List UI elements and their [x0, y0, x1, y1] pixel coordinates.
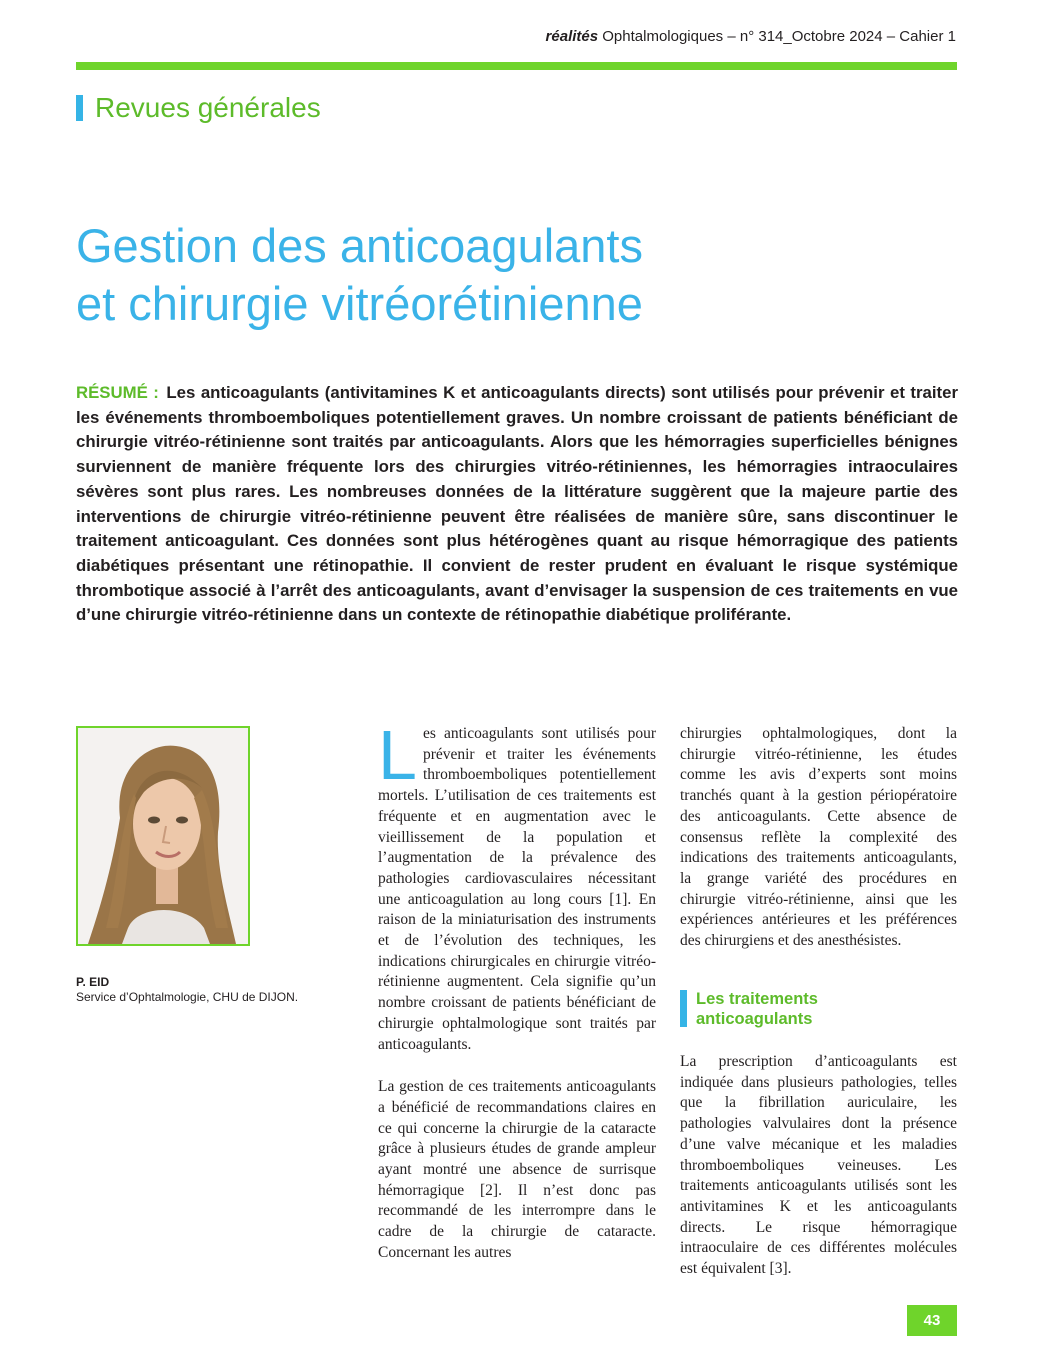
title-line-1: Gestion des anticoagulants: [76, 219, 643, 273]
drop-cap: L: [378, 716, 417, 794]
subheading: [680, 989, 818, 1029]
paragraph: La gestion de ces traitements anticoagulants a bénéficié de recommandations claires en ce qui concerne la chirurgie de la cataracte grâce à plusieurs études de grande ampleur ayant montré une absence de surrisque hémorragique [2]. Il n’est donc pas recommandé de les interrompre dans le cadre de la chirurgie de cataracte. Concernant les autres: [378, 1078, 656, 1261]
running-header: [546, 28, 956, 45]
column-1: [378, 716, 656, 1264]
section-label: [76, 92, 321, 124]
paragraph: chirurgies ophtalmologiques, dont la chirurgie vitréo-rétinienne, les études comme les avis d’experts sont moins tranchés quant à la gestion périopératoire des anticoagulants. Cette absence de consensus reflète la complexité des indications des traitements anticoagulants, la grange variété des procédures en chirurgie vitréo-rétinienne, ainsi que les expériences antérieures et les préférences des chirurgiens et des anesthésistes.: [680, 725, 957, 950]
subheading-text: [696, 989, 818, 1029]
column-3: [680, 1052, 957, 1280]
subheading-line-2: anticoagulants: [696, 1010, 813, 1028]
author-affiliation: Service d’Ophtalmologie, CHU de DIJON.: [76, 990, 299, 1004]
header-rule: [76, 62, 957, 70]
abstract: [76, 381, 958, 628]
page-number: 43: [907, 1305, 957, 1336]
abstract-text: Les anticoagulants (antivitamines K et anticoagulants directs) sont utilisés pour prévenir et traiter les événements thromboemboliques potentiellement graves. Un nombre croissant de patients bénéficiant de chirurgie vitréo-rétinienne sont traités par anticoagulants. Alors que les hémorragies superficielles bénignes surviennent de manière fréquente lors des chirurgies vitréo-rétiniennes, les hémorragies intraoculaires sévères sont plus rares. Les nombreuses données de la littérature suggèrent que la majeure partie des interventions de chirurgie vitréo-rétinienne peuvent être réalisées de manière sûre, sans discontinuer le traitement anticoagulant. Ces données sont plus hétérogènes quant au risque hémorragique des patients diabétiques présentant une rétinopathie. Il convient de rester prudent en évaluant le risque systémique thrombotique associé à l’arrêt des anticoagulants, avant d’envisager la suspension de ces traitements en vue d’une chirurgie vitréo-rétinienne dans un contexte de rétinopathie diabétique proliférante.: [76, 383, 959, 625]
paragraph: La prescription d’anticoagulants est indiquée dans plusieurs pathologies, telles que la fibrillation auriculaire, les pathologies valvulaires dont la présence d’une valve mécanique et les maladies thromboemboliques veineuses. Les traitements anticoagulants utilisés sont les antivitamines K et les anticoagulants directs. Le risque hémorragique intraoculaire de ces différentes molécules est équivalent [3].: [680, 1053, 957, 1278]
subheading-bar: [680, 990, 687, 1027]
paragraph-text: es anticoagulants sont utilisés pour prévenir et traiter les événements thromboemboliques potentiellement mortels. L’utilisation de ces traitements est fréquente et en augmentation avec le vieillissement de la population et l’augmentation de la prévalence des pathologies cardiovasculaires nécessitant une anticoagulation au long cours [1]. En raison de la miniaturisation des instruments et de l’évolution des techniques, les indications chirurgicales en chirurgie vitréo-rétinienne augmentent. Cela signifie qu’un nombre croissant de patients bénéficiant de chirurgie ophtalmologique sont traités par anticoagulants.: [378, 725, 656, 1053]
column-2: [680, 724, 957, 952]
author-portrait-icon: [78, 728, 248, 944]
article-title: [76, 217, 956, 333]
subheading-line-1: Les traitements: [696, 990, 818, 1008]
author-name: P. EID: [76, 975, 110, 989]
section-bar: [76, 95, 83, 121]
issue-info: Ophtalmologiques – n° 314_Octobre 2024 – Cahier 1: [598, 28, 956, 45]
section-label-text: Revues générales: [95, 92, 321, 123]
title-line-2: et chirurgie vitréorétinienne: [76, 277, 643, 331]
journal-name: réalités: [545, 28, 599, 45]
abstract-label: RÉSUMÉ :: [76, 383, 159, 402]
paragraph: [378, 716, 656, 1055]
author-photo: [76, 726, 250, 946]
